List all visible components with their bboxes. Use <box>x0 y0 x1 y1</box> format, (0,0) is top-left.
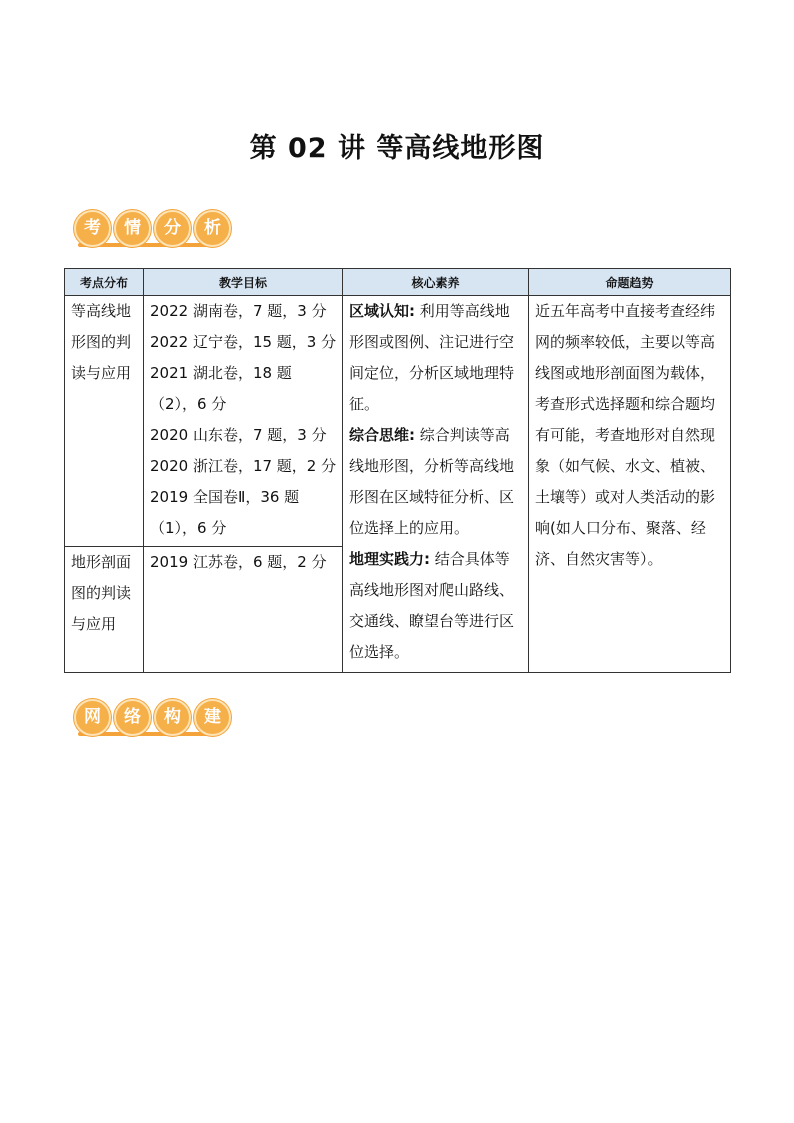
banner-char: 建 <box>194 699 231 736</box>
topic-cell: 地形剖面图的判读与应用 <box>65 547 144 673</box>
banner-char: 分 <box>154 210 191 247</box>
exam-item: 2020 浙江卷，17 题，2 分 <box>150 457 337 475</box>
literacy-item <box>349 420 523 544</box>
banner-char: 情 <box>114 210 151 247</box>
exam-item: 2019 江苏卷，6 题，2 分 <box>150 553 327 571</box>
topic-cell: 等高线地形图的判读与应用 <box>65 296 144 547</box>
literacy-label: 综合思维: <box>349 426 415 444</box>
literacy-text: 综合判读等高线地形图，分析等高线地形图在区域特征分析、区位选择上的应用。 <box>349 426 515 537</box>
header-trend: 命题趋势 <box>529 269 731 296</box>
analysis-table <box>64 268 731 673</box>
exam-item: 2022 湖南卷，7 题，3 分 <box>150 302 327 320</box>
trend-cell: 近五年高考中直接考查经纬网的频率较低，主要以等高线图或地形剖面图为载体，考查形式选择题和综合题均有可能，考查地形对自然现象（如气候、水文、植被、土壤等）或对人类活动的影响(如人口分布、聚落、经济、自然灾害等）。 <box>529 296 731 673</box>
literacy-cell <box>343 296 529 673</box>
exam-list-cell <box>144 547 343 673</box>
banner-char: 构 <box>154 699 191 736</box>
literacy-label: 区域认知: <box>349 302 415 320</box>
header-topic: 考点分布 <box>65 269 144 296</box>
literacy-item <box>349 544 523 668</box>
exam-item: 2019 全国卷Ⅱ，36 题（1），6 分 <box>150 488 300 537</box>
header-goal: 教学目标 <box>144 269 343 296</box>
banner-char: 网 <box>74 699 111 736</box>
header-literacy: 核心素养 <box>343 269 529 296</box>
exam-item: 2022 辽宁卷，15 题，3 分 <box>150 333 337 351</box>
exam-item: 2020 山东卷，7 题，3 分 <box>150 426 327 444</box>
exam-item: 2021 湖北卷，18 题（2），6 分 <box>150 364 292 413</box>
page-title: 第 02 讲 等高线地形图 <box>249 133 545 164</box>
banner-char: 析 <box>194 210 231 247</box>
banner-char: 考 <box>74 210 111 247</box>
exam-list-cell <box>144 296 343 547</box>
literacy-text: 结合具体等高线地形图对爬山路线、交通线、瞭望台等进行区位选择。 <box>349 550 515 661</box>
literacy-item <box>349 296 523 420</box>
literacy-label: 地理实践力: <box>349 550 430 568</box>
literacy-text: 利用等高线地形图或图例、注记进行空间定位，分析区域地理特征。 <box>349 302 515 413</box>
banner-char: 络 <box>114 699 151 736</box>
